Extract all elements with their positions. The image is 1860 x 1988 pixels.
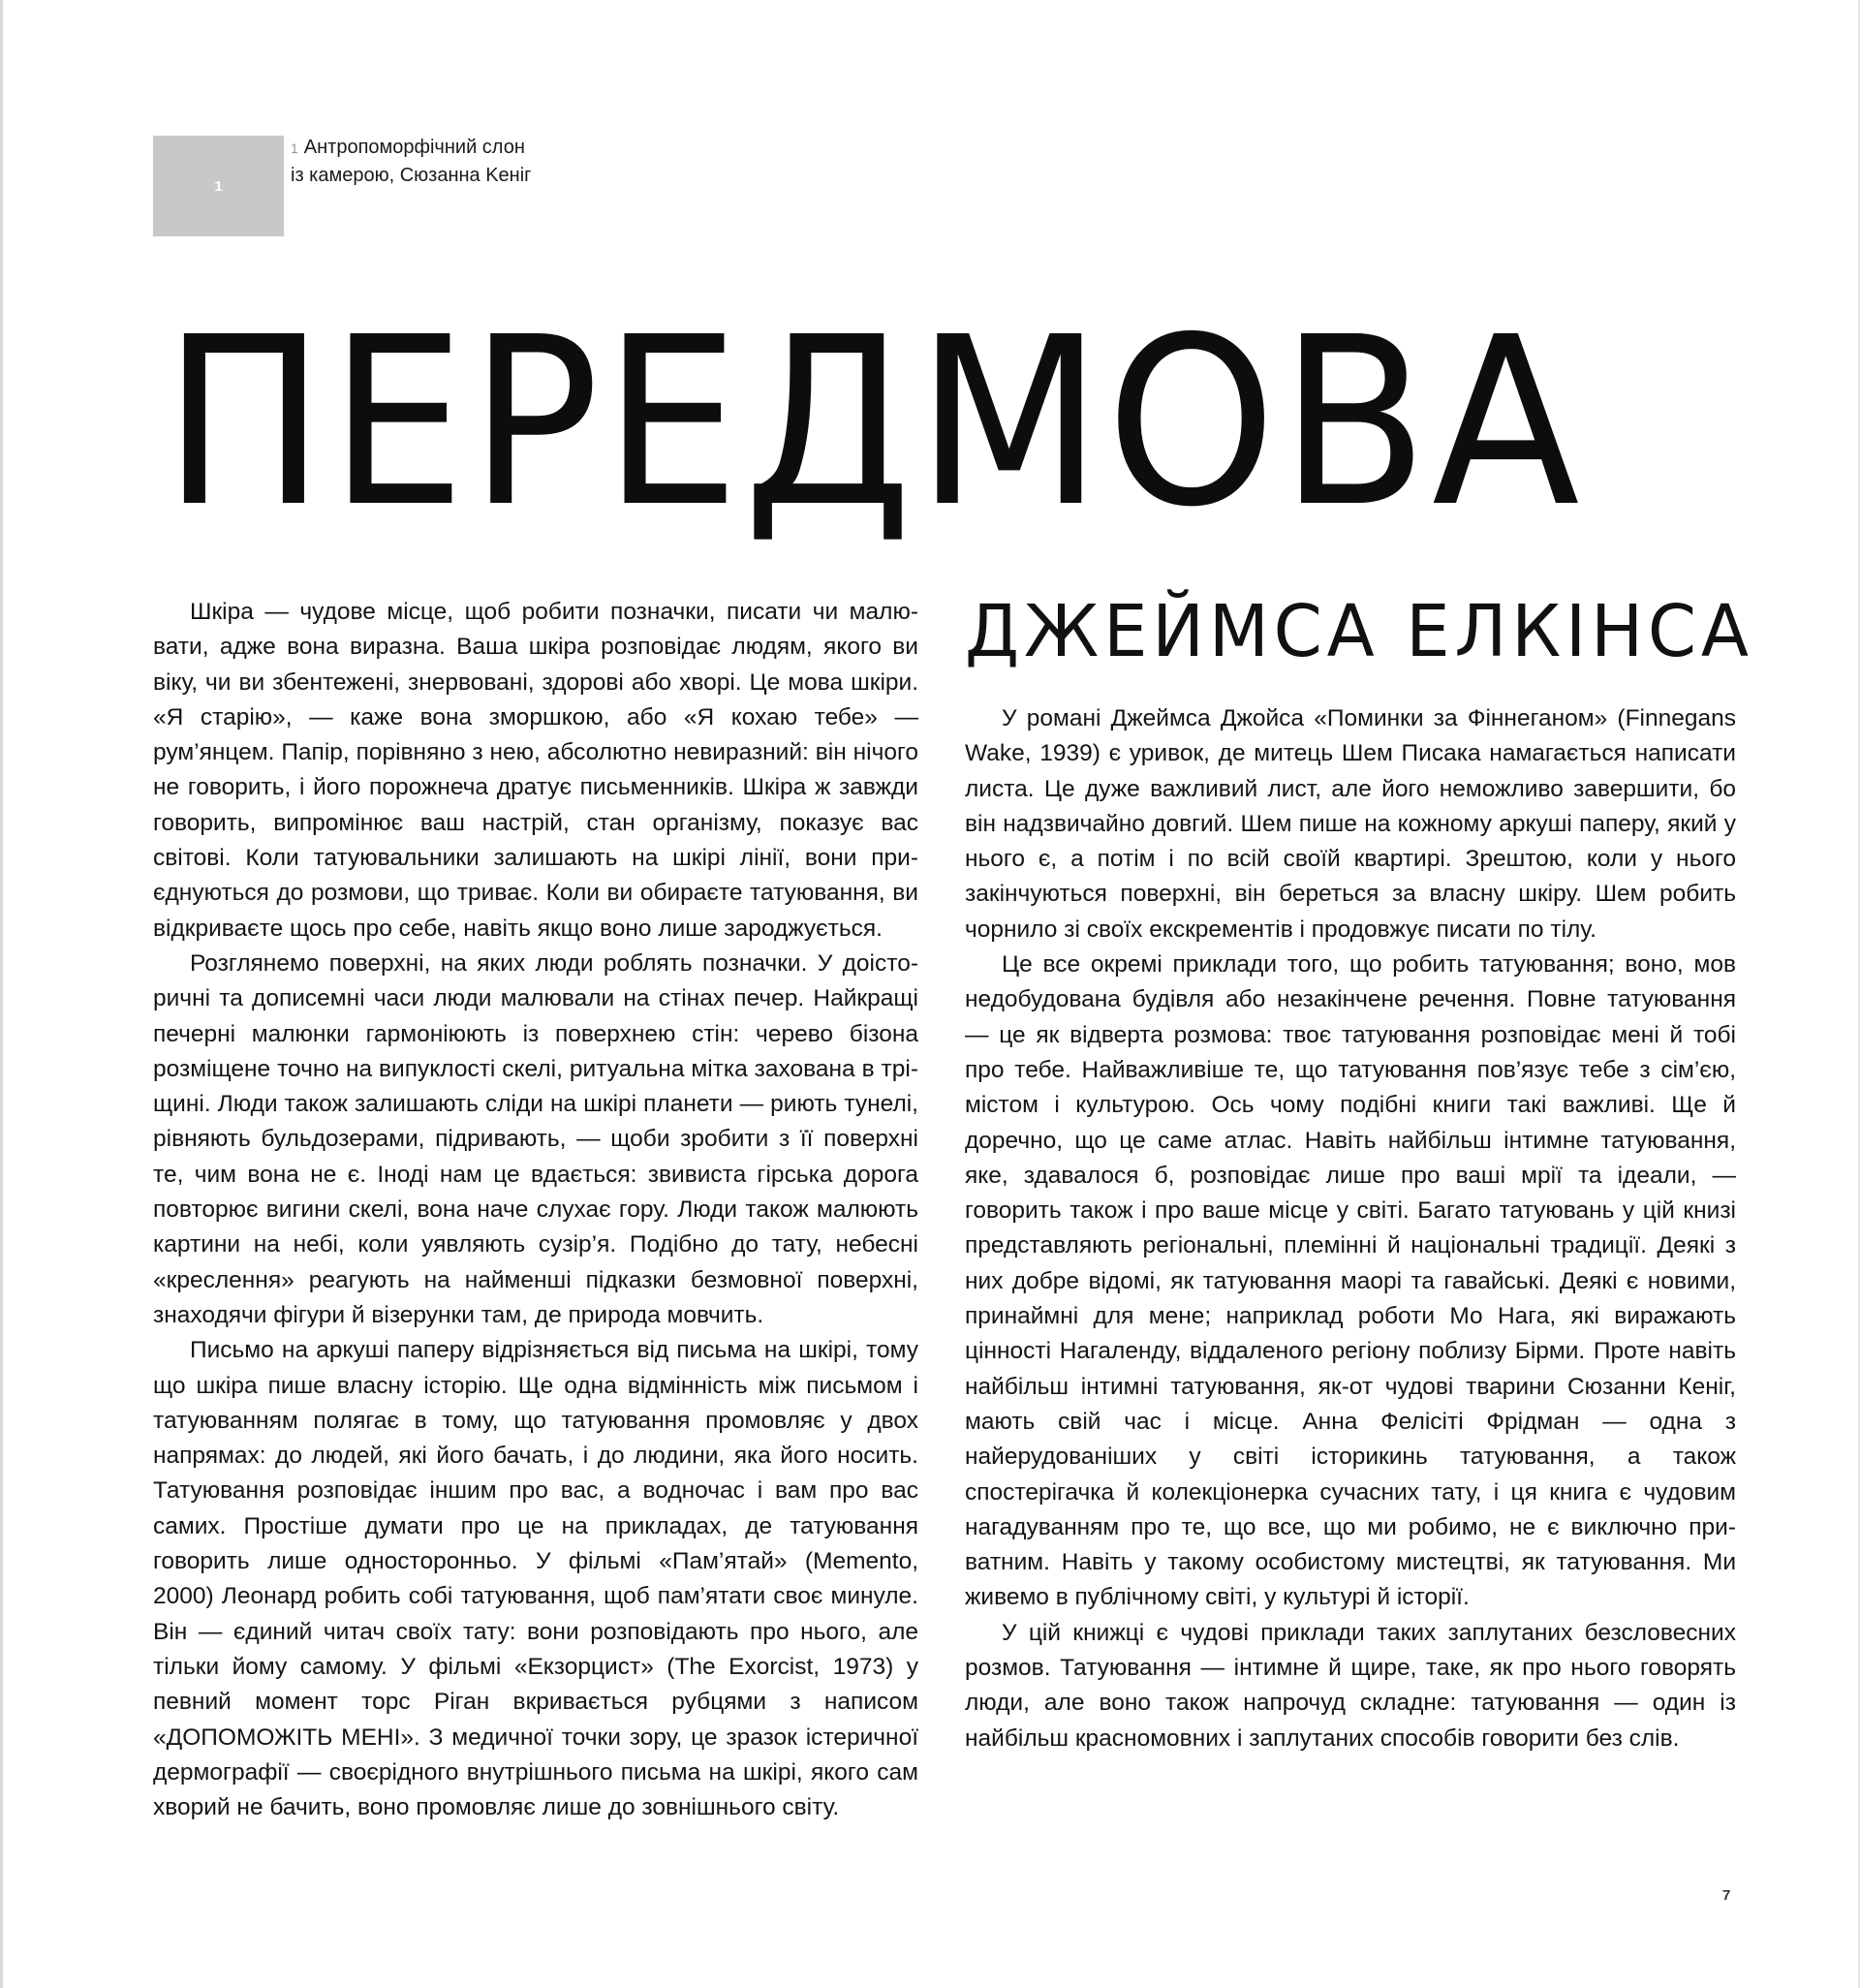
caption-number: 1 — [291, 140, 298, 156]
figure-thumbnail — [153, 136, 284, 236]
caption-text: Антропоморфічний слон із камерою, Сюзанна Keніг — [291, 137, 532, 186]
paragraph: У цій книжці є чудові приклади таких заплутаних безсловесних розмов. Татуювання — інтимне й щире, таке, як про нього говорять люди, але воно також напрочуд складне: татуювання — один із найбільш красномовних і заплутаних способів говорити без слів. — [965, 1619, 1736, 1752]
right-text-column — [965, 701, 1736, 1756]
left-text-column — [153, 595, 918, 1825]
page-title: ПЕРЕДМОВА — [163, 287, 1584, 558]
paragraph: У романі Джеймса Джойса «Поминки за Фіннеганом» (Finnegans Wake, 1939) є уривок, де митець Шем Писака намагається написати листа. Це дуже важливий лист, але його неможливо завершити, бо він надзвичайно довгий. Шем пише на кожному аркуші паперу, який у нього є, а потім і по всій своїй квартирі. Зрештою, коли у нього закінчуються поверхні, він береться за власну шкіру. Шем робить чорнило зі своїх екскрементів і продовжує писати по тілу. — [965, 705, 1736, 943]
paragraph: Розглянемо поверхні, на яких люди роблять позначки. У доісторичні та дописемні часи люди малювали на стінах печер. Найкращі печерні малюнки гармоніюють із поверхнею стін: черево бізона розміщене точно на випуклості скелі, ритуальна мітка захована в тріщині. Люди також залишають сліди на шкірі планети — риють тунелі, рівняють бульдозерами, підривають, — щоби зробити з її поверхні те, чим вона не є. Іноді нам це вдається: звивиста гірська дорога повторює вигини скелі, вона наче слухає гору. Люди також малюють картини на небі, коли уявляють сузір’я. Подібно до тату, небесні «креслення» реагують на найменші підказки безмовної поверхні, знаходячи фігури й візерунки там, де природа мовчить. — [153, 949, 918, 1328]
paragraph: Письмо на аркуші паперу відрізняється від письма на шкірі, тому що шкіра пише власну історію. Ще одна відмінність між письмом і татуюванням полягає в тому, що татуювання промовляє у двох напрямах: до людей, які його бачать, і до людини, яка його носить. Татуювання розповідає іншим про вас, а водночас і вам про вас самих. Простіше думати про це на прикладах, де татуювання говорить лише односторонньо. У фільмі «Пам’ятай» (Memento, 2000) Леонард робить собі татуювання, щоб пам’ятати своє минуле. Він — єдиний читач своїх тату: вони розповідають про нього, але тільки йому самому. У фільмі «Екзорцист» (The Exorcist, 1973) у певний момент торс Ріган вкривається рубцями з написом «ДОПОМОЖІТЬ МЕНІ». З медичної точки зору, це зразок істеричної дермографії — своєрідного внутрішнього письма на шкірі, якого сам хворий не бачить, воно промовляє лише до зовнішнього світу. — [153, 1337, 918, 1821]
page-subtitle: ДЖЕЙМСА ЕЛКІНСА — [965, 590, 1753, 673]
paragraph: Шкіра — чудове місце, щоб робити позначки, писати чи малювати, адже вона виразна. Ваша шкіра розповідає людям, якого ви віку, чи ви збентежені, знервовані, здорові або хворі. Це мова шкіри. «Я старію», — каже вона зморшкою, або «Я кохаю тебе» — рум’янцем. Папір, порівняно з нею, абсолютно невиразний: він нічого не говорить, і його порожнеча дратує письменників. Шкіра ж завжди говорить, випромінює ваш настрій, стан організму, показує вас світові. Коли татуювальники залишають на шкірі лінії, вони приєднуються до розмови, що триває. Коли ви обираєте татуювання, ви відкриваєте щось про себе, навіть якщо воно лише зароджується. — [153, 599, 918, 942]
figure-caption — [291, 134, 542, 189]
page-number: 7 — [1722, 1887, 1731, 1904]
paragraph: Це все окремі приклади того, що робить татуювання; воно, мов недобудована будівля або незакінчене речення. Повне татуювання — це як відверта розмова: твоє татуювання розповідає мені й тобі про тебе. Найважливіше те, що татуювання пов’язує тебе з сім’єю, містом і культурою. Ось чому подібні книги такі важливі. Ще й доречно, що це саме атлас. Навіть найбільш інтимне татуювання, яке, здавалося б, розповідає лише про ваші мрії та ідеали, — говорить також і про ваше місце у світі. Багато татуювань у цій книзі представляють регіональні, племінні й національні традиції. Деякі з них добре відомі, як татуювання маорі та гавайські. Деякі є новими, принаймні для мене; наприклад роботи Мо Нага, які виражають цінності Нагаленду, віддаленого регіону поблизу Бірми. Проте навіть найбільш інтимні татуювання, як-от чудові тварини Сюзанни Кеніг, мають свій час і місце. Анна Фелісіті Фрідман — одна з найерудованіших у світі історикинь татуювання, а також спостерігачка й колекціонерка сучасних тату, і ця книга є чудовим нагадуванням про те, що все, що ми робимо, не є виключно приватним. Навіть у такому особистому мистецтві, як татуювання. Ми живемо в публічному світі, у культурі й історії. — [965, 951, 1736, 1611]
figure-tile-number: 1 — [214, 177, 223, 195]
page-edge-left — [0, 0, 3, 1988]
